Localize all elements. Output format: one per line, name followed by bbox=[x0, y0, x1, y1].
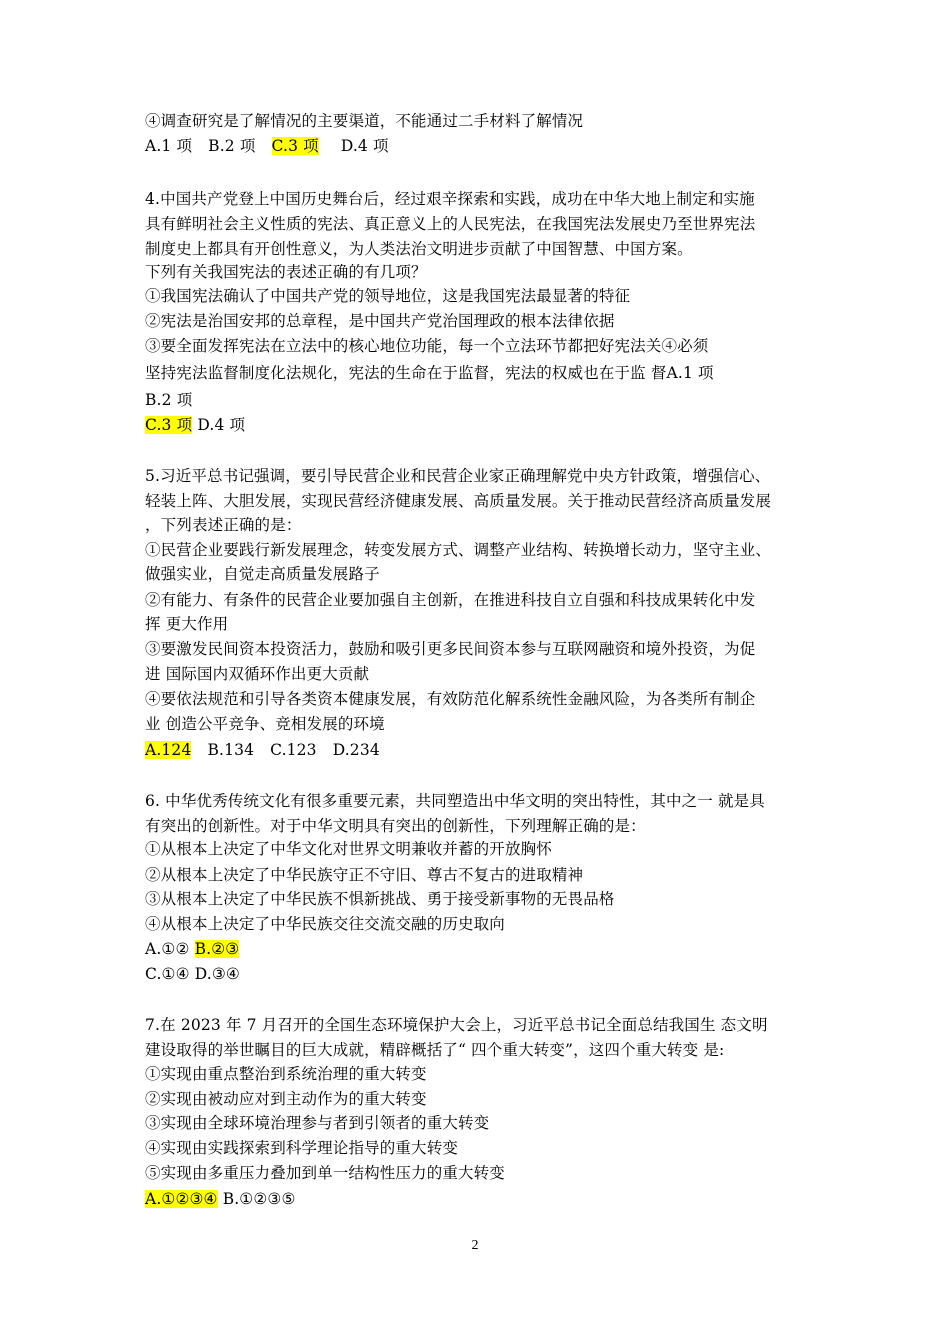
q6-options-cd bbox=[145, 963, 240, 985]
q6-item-1: ①从根本上决定了中华文化对世界文明兼收并蓄的开放胸怀 bbox=[145, 840, 552, 858]
q4-stem-line-2: 具有鲜明社会主义性质的宪法、真正意义上的人民宪法，在我国宪法发展史乃至世界宪法 bbox=[145, 215, 756, 233]
q6-item-4: ④从根本上决定了中华民族交往交流交融的历史取向 bbox=[145, 915, 505, 933]
q7-item-3: ③实现由全球环境治理参与者到引领者的重大转变 bbox=[145, 1114, 490, 1132]
q5-item-3a: ③要激发民间资本投资活力，鼓励和吸引更多民间资本参与互联网融资和境外投资，为促 bbox=[145, 640, 756, 658]
q5-option-b: B.134 bbox=[207, 741, 255, 759]
q4-option-d: D.4 项 bbox=[197, 416, 246, 434]
q6-option-a: A.①② bbox=[145, 940, 190, 958]
q4-question: 下列有关我国宪法的表述正确的有几项？ bbox=[145, 263, 427, 281]
q3-option-a: A.1 项 bbox=[145, 137, 193, 155]
q6-option-b-answer: B.②③ bbox=[194, 940, 240, 958]
q4-item-4: 坚持宪法监督制度化法规化，宪法的生命在于监督，宪法的权威也在于监 督A.1 项 bbox=[145, 364, 714, 382]
q4-item-1: ①我国宪法确认了中国共产党的领导地位，这是我国宪法最显著的特征 bbox=[145, 287, 631, 305]
q7-item-2: ②实现由被动应对到主动作为的重大转变 bbox=[145, 1090, 427, 1108]
q5-item-1b: 做强实业，自觉走高质量发展路子 bbox=[145, 565, 380, 583]
q5-option-d: D.234 bbox=[332, 741, 380, 759]
q3-option-b: B.2 项 bbox=[208, 137, 256, 155]
q7-options bbox=[145, 1188, 296, 1210]
q5-item-2a: ②有能力、有条件的民营企业要加强自主创新，在推进科技自立自强和科技成果转化中发 bbox=[145, 591, 756, 609]
q5-options bbox=[145, 739, 380, 761]
q5-stem-line-3: ，下列表述正确的是： bbox=[145, 516, 302, 534]
q4-stem-line-1: 4.中国共产党登上中国历史舞台后，经过艰辛探索和实践，成功在中华大地上制定和实施 bbox=[145, 190, 755, 208]
q6-stem-line-1: 6. 中华优秀传统文化有很多重要元素，共同塑造出中华文明的突出特性，其中之一 就是具 bbox=[145, 792, 765, 810]
q6-options-ab bbox=[145, 938, 239, 960]
page-number: 2 bbox=[471, 1238, 479, 1253]
q7-option-a-answer: A.①②③④ bbox=[145, 1190, 218, 1208]
q4-item-3: ③要全面发挥宪法在立法中的核心地位功能，每一个立法环节都把好宪法关④必须 bbox=[145, 337, 709, 355]
q5-item-1a: ①民营企业要践行新发展理念，转变发展方式、调整产业结构、转换增长动力，坚守主业、 bbox=[145, 541, 772, 559]
q5-item-4b: 业 创造公平竞争、竞相发展的环境 bbox=[145, 715, 385, 733]
q7-item-4: ④实现由实践探索到科学理论指导的重大转变 bbox=[145, 1139, 459, 1157]
q4-option-b: B.2 项 bbox=[145, 391, 193, 409]
q5-stem-line-1: 5.习近平总书记强调，要引导民营企业和民营企业家正确理解党中央方针政策，增强信心、 bbox=[145, 467, 771, 485]
q6-option-d: D.③④ bbox=[194, 965, 240, 983]
q5-item-3b: 进 国际国内双循环作出更大贡献 bbox=[145, 665, 370, 683]
q4-stem-line-3: 制度史上都具有开创性意义，为人类法治文明进步贡献了中国智慧、中国方案。 bbox=[145, 240, 693, 258]
q4-options-cd bbox=[145, 414, 245, 436]
q7-stem-line-1: 7.在 2023 年 7 月召开的全国生态环境保护大会上，习近平总书记全面总结我国生 态文明 bbox=[145, 1016, 768, 1034]
q3-option-d: D.4 项 bbox=[340, 137, 389, 155]
q7-item-5: ⑤实现由多重压力叠加到单一结构性压力的重大转变 bbox=[145, 1164, 505, 1182]
q3-option-c-answer: C.3 项 bbox=[271, 137, 319, 155]
q6-option-c: C.①④ bbox=[145, 965, 190, 983]
q4-item-2: ②宪法是治国安邦的总章程，是中国共产党治国理政的根本法律依据 bbox=[145, 312, 615, 330]
q5-stem-line-2: 轻装上阵、大胆发展，实现民营经济健康发展、高质量发展。关于推动民营经济高质量发展 bbox=[145, 492, 772, 510]
q4-option-c-answer: C.3 项 bbox=[145, 416, 193, 434]
q5-option-a-answer: A.124 bbox=[145, 741, 192, 759]
q5-option-c: C.123 bbox=[270, 741, 317, 759]
q3-options bbox=[145, 135, 389, 157]
q6-item-3: ③从根本上决定了中华民族不惧新挑战、勇于接受新事物的无畏品格 bbox=[145, 890, 615, 908]
q5-item-2b: 挥 更大作用 bbox=[145, 615, 229, 633]
q7-item-1: ①实现由重点整治到系统治理的重大转变 bbox=[145, 1065, 427, 1083]
q6-stem-line-2: 有突出的创新性。对于中华文明具有突出的创新性，下列理解正确的是： bbox=[145, 817, 646, 835]
q5-item-4a: ④要依法规范和引导各类资本健康发展，有效防范化解系统性金融风险，为各类所有制企 bbox=[145, 690, 756, 708]
q3-item-4: ④调查研究是了解情况的主要渠道，不能通过二手材料了解情况 bbox=[145, 112, 584, 130]
q7-option-b: B.①②③⑤ bbox=[222, 1190, 296, 1208]
q6-item-2: ②从根本上决定了中华民族守正不守旧、尊古不复古的进取精神 bbox=[145, 866, 584, 884]
q7-stem-line-2: 建设取得的举世瞩目的巨大成就，精辟概括了“ 四个重大转变”，这四个重大转变 是: bbox=[145, 1041, 725, 1059]
